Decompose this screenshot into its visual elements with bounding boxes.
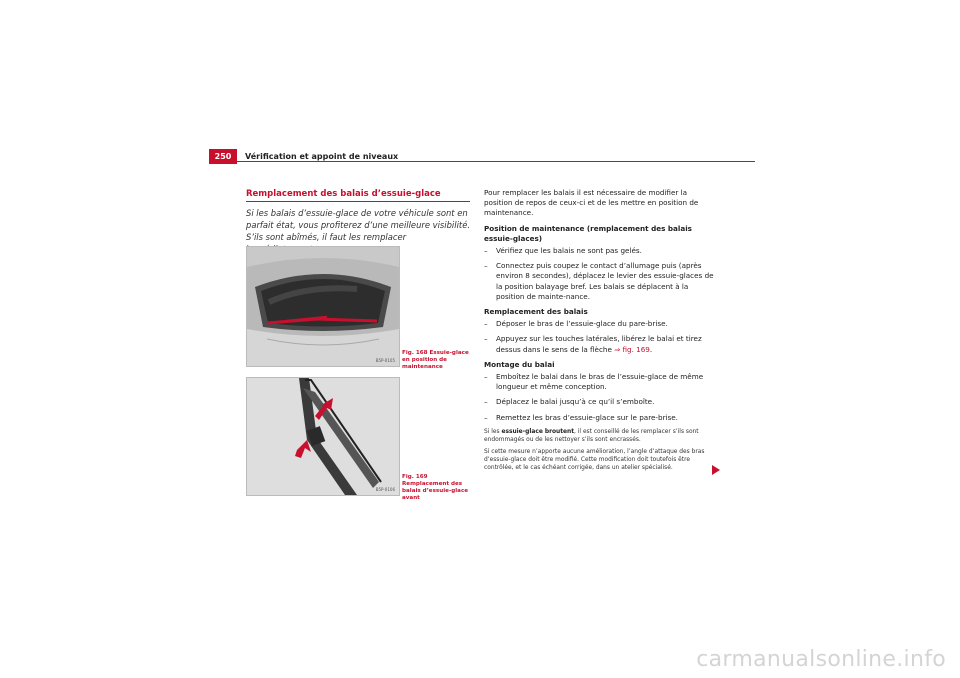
mounting-heading: Montage du balai [484, 359, 555, 369]
section-rule [246, 201, 470, 202]
body-text [484, 188, 714, 476]
running-header: Vérification et appoint de niveaux [245, 152, 399, 161]
note-paragraph: Si cette mesure n’apporte aucune amélioration, l’angle d’attaque des bras d’essuie-glace doit être modifié. Cette modification doit toutefois être contrôlée, et le cas échéant corrigée, dans un atelier spécialisé. [484, 448, 705, 472]
figure-code: B5P-0106 [375, 487, 395, 492]
list-item: – Connectez puis coupez le contact d’allumage puis (après environ 8 secondes), déplacez le levier des essuie-glaces de la position balayage bref. Les balais se déplacent à la position de mainte-nance. [484, 261, 714, 301]
header-rule [209, 161, 755, 162]
section-title: Remplacement des balais d’essuie-glace [246, 189, 441, 199]
page-number: 250 [209, 149, 237, 164]
maintenance-heading: Position de maintenance (remplacement des balais essuie-glaces) [484, 223, 692, 243]
list-item: – Vérifiez que les balais ne sont pas gelés. [484, 246, 642, 256]
watermark: carmanualsonline.info [696, 647, 946, 672]
figure-reference-link[interactable]: ⇒ fig. 169 [614, 344, 650, 354]
continue-arrow-icon[interactable] [712, 465, 720, 475]
car-windscreen-illustration [247, 247, 399, 366]
list-item: – Appuyez sur les touches latérales, libérez le balai et tirez dessus dans le sens de la flèche ⇒ fig. 169. [484, 334, 702, 354]
list-item: – Déplacez le balai jusqu’à ce qu’il s’emboîte. [484, 397, 655, 407]
body-intro: Pour remplacer les balais il est nécessaire de modifier la position de repos de ceux-ci et de les mettre en position de maintenance. [484, 188, 699, 218]
list-item: – Emboîtez le balai dans le bras de l’essuie-glace de même longueur et même conception. [484, 372, 704, 392]
section-intro: Si les balais d’essuie-glace de votre véhicule sont en parfait état, vous profiterez d’une meilleure visibilité. S’ils sont abîmés, il faut les remplacer [246, 208, 471, 242]
figure-168 [246, 246, 400, 367]
replacement-heading: Remplacement des balais [484, 307, 588, 317]
wiper-blade-illustration [247, 378, 399, 495]
figure-code: B5P-0105 [375, 358, 395, 363]
figure-169-caption: Fig. 169 Remplacement des balais d’essuie-glace avant [402, 474, 469, 501]
list-item: – Remettez les bras d’essuie-glace sur le pare-brise. [484, 412, 678, 422]
note-paragraph: Si les essuie-glace broutent, il est conseillé de les remplacer s’ils sont endommagés ou de les nettoyer s’ils sont encrassés. [484, 428, 699, 444]
figure-168-caption: Fig. 168 Essuie-glace en position de maintenance [402, 350, 469, 370]
figure-169 [246, 377, 400, 496]
list-item: – Déposer le bras de l’essuie-glace du pare-brise. [484, 319, 668, 329]
